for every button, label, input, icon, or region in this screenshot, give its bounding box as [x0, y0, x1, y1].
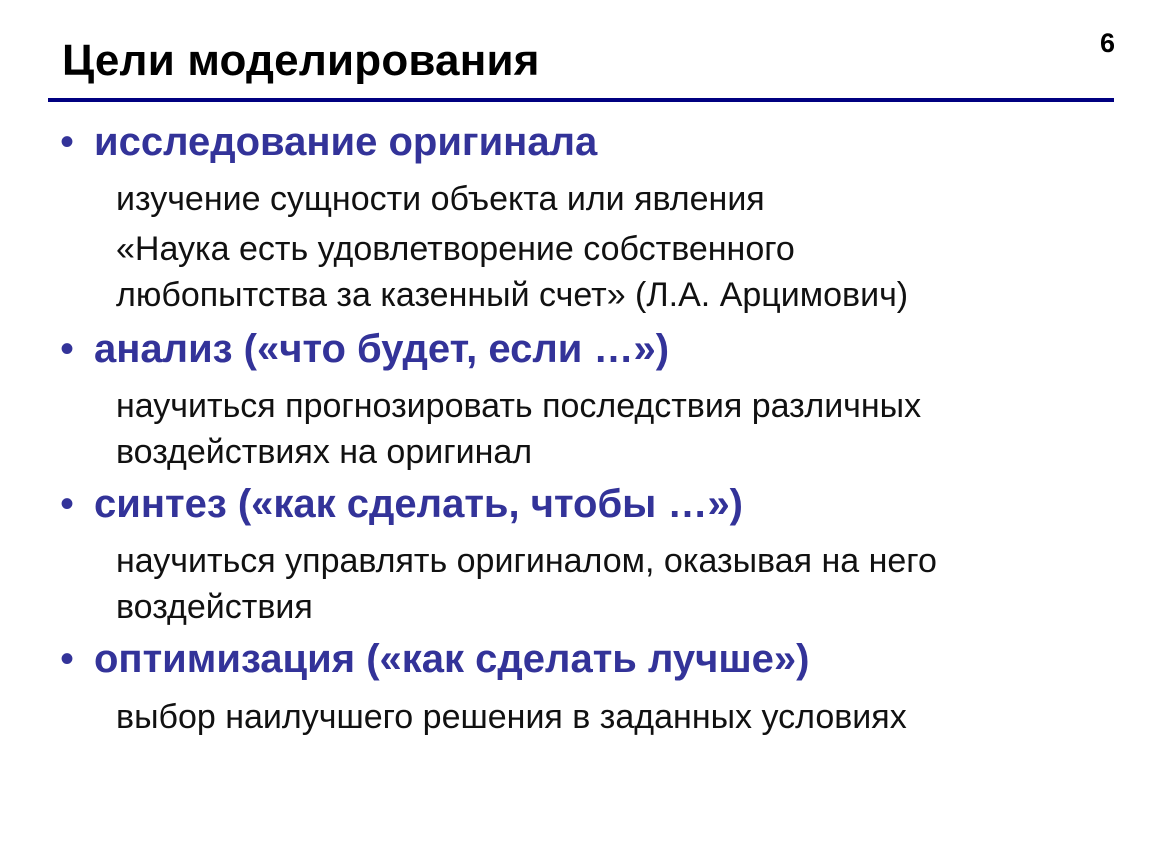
goal-detail-line: «Наука есть удовлетворение собственного	[116, 230, 795, 268]
title-divider	[48, 98, 1114, 102]
goal-heading: синтез («как сделать, чтобы …»)	[94, 482, 744, 526]
goal-heading: анализ («что будет, если …»)	[94, 327, 670, 371]
goal-item-research	[60, 120, 597, 165]
bullet-icon: •	[60, 637, 75, 681]
goal-heading: исследование оригинала	[94, 120, 598, 164]
page-number: 6	[1100, 28, 1116, 58]
goal-detail-line: воздействия	[116, 588, 313, 626]
goal-detail-line: любопытства за казенный счет» (Л.А. Арцимович)	[116, 276, 909, 314]
goal-detail-line: выбор наилучшего решения в заданных условиях	[116, 698, 907, 736]
slide-title: Цели моделирования	[62, 36, 540, 85]
goal-detail-line: научиться прогнозировать последствия различных	[116, 387, 922, 425]
bullet-icon: •	[60, 327, 75, 371]
goal-item-analysis	[60, 327, 669, 372]
goal-item-optimization	[60, 637, 810, 682]
goal-detail-line: изучение сущности объекта или явления	[116, 180, 765, 218]
goal-item-synthesis	[60, 482, 743, 527]
goal-heading: оптимизация («как сделать лучше»)	[94, 637, 810, 681]
goal-detail-line: научиться управлять оригиналом, оказывая на него	[116, 542, 937, 580]
bullet-icon: •	[60, 120, 75, 164]
goal-detail-line: воздействиях на оригинал	[116, 433, 533, 471]
bullet-icon: •	[60, 482, 75, 526]
